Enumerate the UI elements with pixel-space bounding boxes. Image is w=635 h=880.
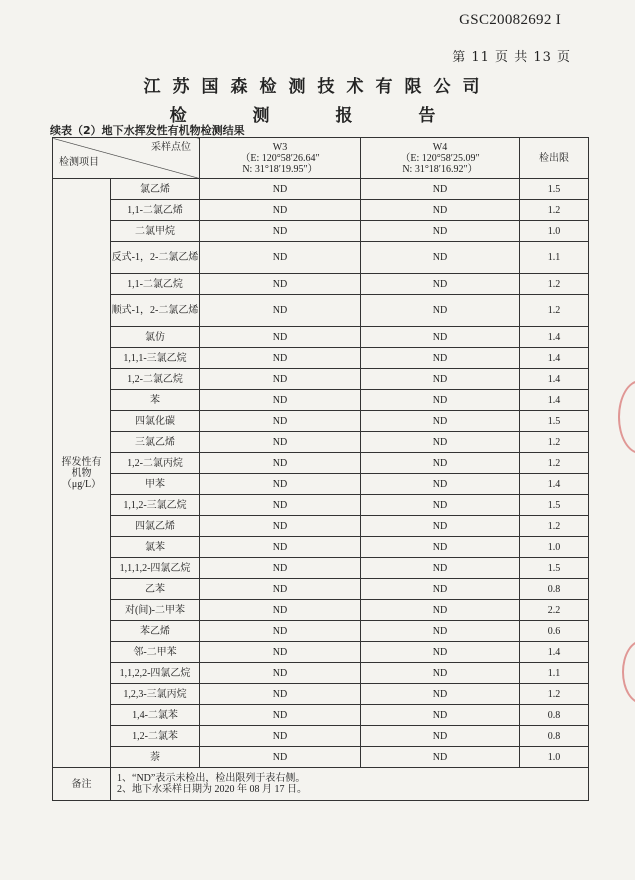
- limit-value: 1.4: [520, 474, 589, 495]
- w3-value: ND: [200, 747, 361, 768]
- compound-name: 对(间)-二甲苯: [111, 600, 200, 621]
- w3-value: ND: [200, 516, 361, 537]
- limit-value: 1.2: [520, 295, 589, 327]
- w4-value: ND: [361, 600, 520, 621]
- w4-value: ND: [361, 200, 520, 221]
- w3-value: ND: [200, 474, 361, 495]
- limit-value: 1.1: [520, 663, 589, 684]
- table-row: [53, 747, 589, 768]
- w3-value: ND: [200, 453, 361, 474]
- limit-value: 1.2: [520, 274, 589, 295]
- limit-value: 0.8: [520, 726, 589, 747]
- notes-row: [53, 768, 589, 801]
- site-w4-lon: （E: 120°58′25.09″: [400, 152, 480, 164]
- compound-name: 1,2,3-三氯丙烷: [111, 684, 200, 705]
- w4-value: ND: [361, 705, 520, 726]
- compound-name: 四氯化碳: [111, 411, 200, 432]
- w4-value: ND: [361, 474, 520, 495]
- note-line: 2、地下水采样日期为 2020 年 08 月 17 日。: [117, 784, 307, 795]
- compound-name: 顺式-1，2-二氯乙烯: [111, 295, 200, 327]
- w3-value: ND: [200, 579, 361, 600]
- compound-name: 氯乙烯: [111, 179, 200, 200]
- table-row: [53, 537, 589, 558]
- w3-value: ND: [200, 200, 361, 221]
- w3-value: ND: [200, 684, 361, 705]
- w4-value: ND: [361, 516, 520, 537]
- compound-name: 1,1,1-三氯乙烷: [111, 348, 200, 369]
- limit-value: 1.1: [520, 242, 589, 274]
- table-row: [53, 348, 589, 369]
- limit-value: 1.2: [520, 684, 589, 705]
- compound-name: 反式-1，2-二氯乙烯: [111, 242, 200, 274]
- table-row: [53, 432, 589, 453]
- compound-name: 1,1,2-三氯乙烷: [111, 495, 200, 516]
- limit-value: 2.2: [520, 600, 589, 621]
- w3-value: ND: [200, 369, 361, 390]
- compound-name: 乙苯: [111, 579, 200, 600]
- w4-value: ND: [361, 453, 520, 474]
- site-w4-header: [361, 138, 520, 179]
- limit-value: 1.4: [520, 327, 589, 348]
- w4-value: ND: [361, 242, 520, 274]
- limit-value: 1.0: [520, 537, 589, 558]
- w4-value: ND: [361, 179, 520, 200]
- w4-value: ND: [361, 537, 520, 558]
- table-row: [53, 200, 589, 221]
- w3-value: ND: [200, 179, 361, 200]
- w3-value: ND: [200, 411, 361, 432]
- limit-value: 1.5: [520, 495, 589, 516]
- limit-value: 1.4: [520, 642, 589, 663]
- w4-value: ND: [361, 411, 520, 432]
- compound-name: 氯仿: [111, 327, 200, 348]
- site-w4-name: W4: [432, 141, 448, 153]
- w3-value: ND: [200, 390, 361, 411]
- w4-value: ND: [361, 579, 520, 600]
- w3-value: ND: [200, 274, 361, 295]
- table-row: [53, 600, 589, 621]
- seal-fragment: [622, 640, 635, 704]
- company-name: 江苏国森检测技术有限公司: [143, 77, 492, 97]
- limit-value: 1.4: [520, 369, 589, 390]
- limit-value: 1.4: [520, 390, 589, 411]
- w3-value: ND: [200, 705, 361, 726]
- compound-name: 三氯乙烯: [111, 432, 200, 453]
- table-row: [53, 295, 589, 327]
- w3-value: ND: [200, 726, 361, 747]
- table-row: [53, 558, 589, 579]
- table-caption: 续表（2）地下水挥发性有机物检测结果: [50, 124, 245, 137]
- compound-name: 1,2-二氯苯: [111, 726, 200, 747]
- site-w4-lat: N: 31°18′16.92″）: [402, 163, 478, 175]
- w4-value: ND: [361, 621, 520, 642]
- table-row: [53, 390, 589, 411]
- table-row: [53, 516, 589, 537]
- table-row: [53, 474, 589, 495]
- w3-value: ND: [200, 642, 361, 663]
- limit-value: 1.2: [520, 516, 589, 537]
- table-row: [53, 495, 589, 516]
- w3-value: ND: [200, 348, 361, 369]
- compound-name: 1,1,1,2-四氯乙烷: [111, 558, 200, 579]
- compound-name: 二氯甲烷: [111, 221, 200, 242]
- table-row: [53, 579, 589, 600]
- compound-name: 邻-二甲苯: [111, 642, 200, 663]
- w3-value: ND: [200, 663, 361, 684]
- notes-label: 备注: [53, 768, 111, 801]
- compound-name: 1,1-二氯乙烷: [111, 274, 200, 295]
- w4-value: ND: [361, 274, 520, 295]
- w4-value: ND: [361, 390, 520, 411]
- note-line: 1、“ND”表示未检出，检出限列于表右侧。: [117, 773, 306, 784]
- table-row: [53, 242, 589, 274]
- table-row: [53, 705, 589, 726]
- table-row: [53, 642, 589, 663]
- w4-value: ND: [361, 747, 520, 768]
- category-line: 挥发性有: [61, 456, 102, 468]
- limit-value: 1.5: [520, 411, 589, 432]
- compound-name: 1,2-二氯乙烷: [111, 369, 200, 390]
- w4-value: ND: [361, 726, 520, 747]
- site-w3-lon: （E: 120°58′26.64″: [240, 152, 320, 164]
- compound-name: 甲苯: [111, 474, 200, 495]
- limit-value: 1.4: [520, 348, 589, 369]
- category-cell: [53, 179, 111, 768]
- w3-value: ND: [200, 242, 361, 274]
- site-label: 采样点位: [151, 142, 191, 153]
- notes-text: [111, 768, 589, 801]
- w3-value: ND: [200, 600, 361, 621]
- compound-name: 1,1-二氯乙烯: [111, 200, 200, 221]
- limit-value: 0.8: [520, 705, 589, 726]
- results-table: [52, 137, 589, 801]
- limit-value: 1.2: [520, 432, 589, 453]
- report-id: GSC20082692 I: [459, 12, 561, 28]
- site-w3-header: [200, 138, 361, 179]
- w3-value: ND: [200, 621, 361, 642]
- w4-value: ND: [361, 432, 520, 453]
- compound-name: 萘: [111, 747, 200, 768]
- w4-value: ND: [361, 663, 520, 684]
- report-title: 检 测 报 告: [169, 106, 466, 126]
- item-label: 检测项目: [59, 157, 99, 168]
- compound-name: 苯乙烯: [111, 621, 200, 642]
- table-row: [53, 684, 589, 705]
- limit-value: 1.5: [520, 558, 589, 579]
- limit-value: 1.0: [520, 221, 589, 242]
- limit-value: 1.5: [520, 179, 589, 200]
- site-w3-lat: N: 31°18′19.95″）: [242, 163, 318, 175]
- table-row: [53, 621, 589, 642]
- compound-name: 1,1,2,2-四氯乙烷: [111, 663, 200, 684]
- limit-value: 1.2: [520, 200, 589, 221]
- w4-value: ND: [361, 348, 520, 369]
- table-header-row: [53, 138, 589, 179]
- table-row: [53, 369, 589, 390]
- header-diagonal-cell: [53, 138, 200, 179]
- w4-value: ND: [361, 684, 520, 705]
- compound-name: 四氯乙烯: [111, 516, 200, 537]
- w3-value: ND: [200, 295, 361, 327]
- w3-value: ND: [200, 537, 361, 558]
- table-row: [53, 726, 589, 747]
- table-row: [53, 411, 589, 432]
- site-w3-name: W3: [272, 141, 288, 153]
- limit-header: 检出限: [520, 138, 589, 179]
- w3-value: ND: [200, 432, 361, 453]
- w3-value: ND: [200, 558, 361, 579]
- w4-value: ND: [361, 369, 520, 390]
- w4-value: ND: [361, 221, 520, 242]
- compound-name: 氯苯: [111, 537, 200, 558]
- table-row: [53, 274, 589, 295]
- category-line: （μg/L）: [61, 478, 102, 490]
- compound-name: 1,4-二氯苯: [111, 705, 200, 726]
- w4-value: ND: [361, 558, 520, 579]
- w3-value: ND: [200, 327, 361, 348]
- w4-value: ND: [361, 642, 520, 663]
- w3-value: ND: [200, 221, 361, 242]
- w4-value: ND: [361, 495, 520, 516]
- limit-value: 1.2: [520, 453, 589, 474]
- compound-name: 1,2-二氯丙烷: [111, 453, 200, 474]
- compound-name: 苯: [111, 390, 200, 411]
- w3-value: ND: [200, 495, 361, 516]
- category-line: 机物: [71, 467, 92, 479]
- limit-value: 1.0: [520, 747, 589, 768]
- table-row: [53, 221, 589, 242]
- limit-value: 0.6: [520, 621, 589, 642]
- table-row: [53, 179, 589, 200]
- table-row: [53, 453, 589, 474]
- table-row: [53, 327, 589, 348]
- page-info: 第 11 页 共 13 页: [452, 50, 571, 65]
- seal-fragment: [618, 380, 635, 454]
- w4-value: ND: [361, 295, 520, 327]
- table-row: [53, 663, 589, 684]
- limit-value: 0.8: [520, 579, 589, 600]
- w4-value: ND: [361, 327, 520, 348]
